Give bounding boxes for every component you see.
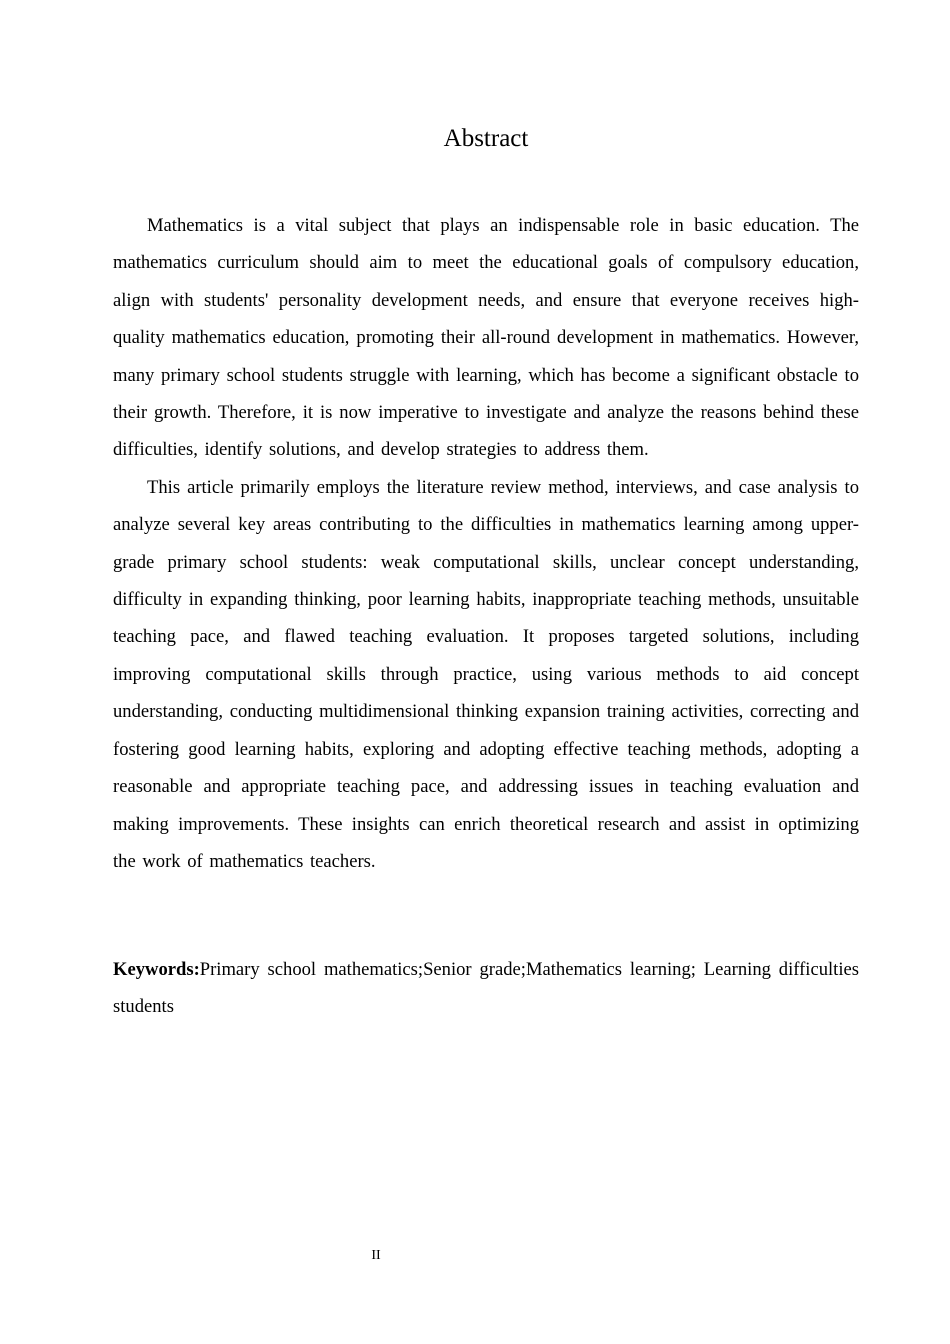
keywords-text: Primary school mathematics;Senior grade;Mathematics learning; Learning difficulties students — [113, 959, 859, 1018]
abstract-body — [113, 207, 859, 880]
page-number: II — [371, 1248, 381, 1263]
keywords-label: Keywords: — [113, 959, 200, 980]
abstract-paragraph-2: This article primarily employs the literature review method, interviews, and case analysis to analyze several key areas contributing to the difficulties in mathematics learning among upper-grade primary school students: weak computational skills, unclear concept understanding, difficulty in expanding thinking, poor learning habits, inappropriate teaching methods, unsuitable teaching pace, and flawed teaching evaluation. It proposes targeted solutions, including improving computational skills through practice, using various methods to aid concept understanding, conducting multidimensional thinking expansion training activities, correcting and fostering good learning habits, exploring and adopting effective teaching methods, adopting a reasonable and appropriate teaching pace, and addressing issues in teaching evaluation and making improvements. These insights can enrich theoretical research and assist in optimizing the work of mathematics teachers. — [113, 476, 859, 872]
abstract-title: Abstract — [443, 125, 529, 152]
keywords-line — [113, 951, 859, 1026]
abstract-paragraph-1: Mathematics is a vital subject that plays an indispensable role in basic education. The mathematics curriculum should aim to meet the educational goals of compulsory education, align with students' personality development needs, and ensure that everyone receives high-quality mathematics education, promoting their all-round development in mathematics. However, many primary school students struggle with learning, which has become a significant obstacle to their growth. Therefore, it is now imperative to investigate and analyze the reasons behind these difficulties, identify solutions, and develop strategies to address them. — [113, 215, 859, 461]
